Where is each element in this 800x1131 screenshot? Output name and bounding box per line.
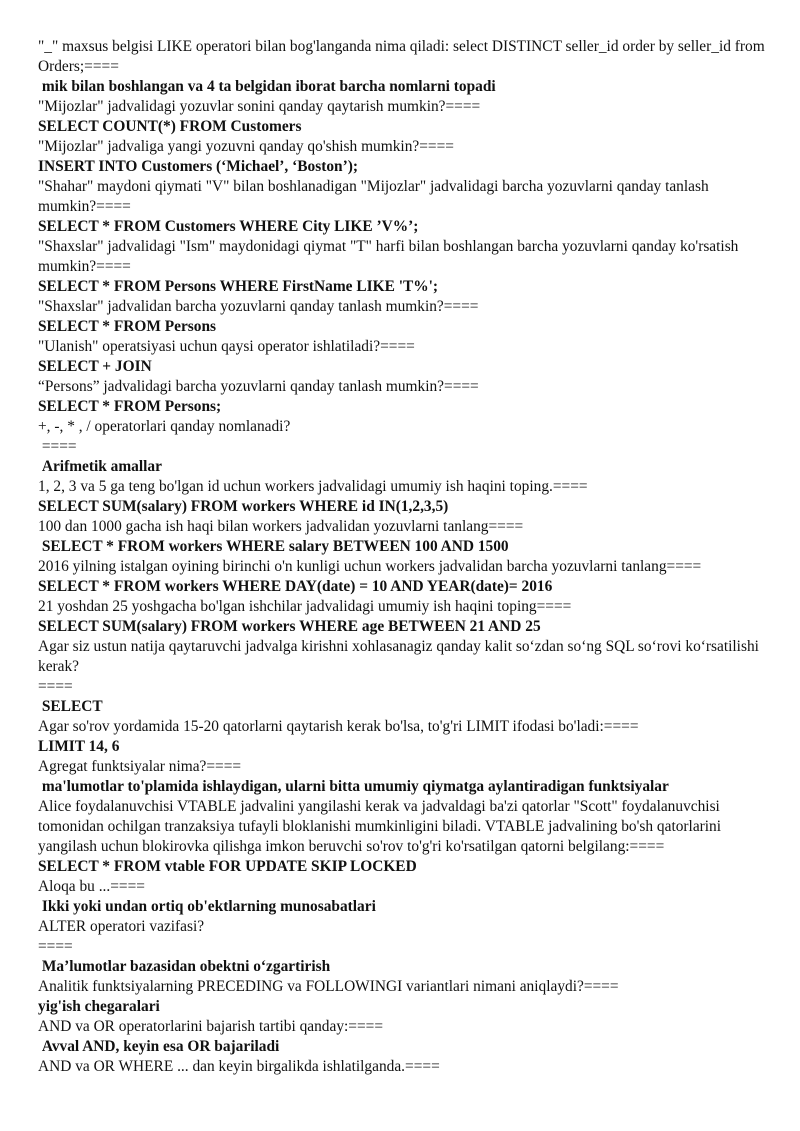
question-line: ====	[38, 438, 77, 455]
question-line: AND va OR WHERE ... dan keyin birgalikda ishlatilganda.====	[38, 1058, 440, 1075]
question-line: +, -, * , / operatorlari qanday nomlanadi?	[38, 418, 291, 435]
question-line: "Shaxslar" jadvalidan barcha yozuvlarni qanday tanlash mumkin?====	[38, 298, 479, 315]
question-line: Analitik funktsiyalarning PRECEDING va FOLLOWINGI variantlari nimani aniqlaydi?====	[38, 978, 619, 995]
answer-line: mik bilan boshlangan va 4 ta belgidan iborat barcha nomlarni topadi	[38, 78, 496, 95]
answer-line: Avval AND, keyin esa OR bajariladi	[38, 1038, 280, 1055]
answer-line: SELECT + JOIN	[38, 358, 152, 375]
question-line: 21 yoshdan 25 yoshgacha bo'lgan ishchilar jadvalidagi umumiy ish haqini toping====	[38, 598, 572, 615]
question-line: ====	[38, 938, 73, 955]
answer-line: SELECT SUM(salary) FROM workers WHERE id IN(1,2,3,5)	[38, 498, 449, 515]
question-line: "Shahar" maydoni qiymati "V" bilan boshlanadigan "Mijozlar" jadvalidagi barcha yozuvlarni qanday tanlash mumkin?====	[38, 178, 713, 215]
answer-line: SELECT COUNT(*) FROM Customers	[38, 118, 302, 135]
question-line: 1, 2, 3 va 5 ga teng bo'lgan id uchun workers jadvalidagi umumiy ish haqini toping.====	[38, 478, 588, 495]
question-line: 2016 yilning istalgan oyining birinchi o'n kunligi uchun workers jadvalidan barcha yozuvlarni tanlang====	[38, 558, 702, 575]
answer-line: SELECT * FROM workers WHERE salary BETWEEN 100 AND 1500	[38, 538, 509, 555]
question-line: ====	[38, 678, 73, 695]
answer-line: ma'lumotlar to'plamida ishlaydigan, ularni bitta umumiy qiymatga aylantiradigan funktsiyalar	[38, 778, 669, 795]
answer-line: SELECT SUM(salary) FROM workers WHERE age BETWEEN 21 AND 25	[38, 618, 541, 635]
answer-line: Ma’lumotlar bazasidan obektni o‘zgartirish	[38, 958, 331, 975]
answer-line: Arifmetik amallar	[38, 458, 162, 475]
question-line: "Mijozlar" jadvaliga yangi yozuvni qanday qo'shish mumkin?====	[38, 138, 454, 155]
question-line: "_" maxsus belgisi LIKE operatori bilan bog'langanda nima qiladi: select DISTINCT seller_id order by seller_id from Orders;====	[38, 38, 769, 75]
answer-line: SELECT * FROM Customers WHERE City LIKE ’V%’;	[38, 218, 419, 235]
answer-line: yig'ish chegaralari	[38, 998, 160, 1015]
answer-line: LIMIT 14, 6	[38, 738, 120, 755]
question-line: "Shaxslar" jadvalidagi "Ism" maydonidagi qiymat "T" harfi bilan boshlangan barcha yozuvlarni qanday ko'rsatish mumkin?====	[38, 238, 743, 275]
question-line: Agregat funktsiyalar nima?====	[38, 758, 242, 775]
answer-line: Ikki yoki undan ortiq ob'ektlarning munosabatlari	[38, 898, 376, 915]
answer-line: SELECT * FROM Persons WHERE FirstName LIKE 'T%';	[38, 278, 439, 295]
question-line: Agar siz ustun natija qaytaruvchi jadvalga kirishni xohlasanagiz qanday kalit so‘zdan so‘ng SQL so‘rovi ko‘rsatilishi kerak?	[38, 638, 763, 675]
answer-line: SELECT * FROM workers WHERE DAY(date) = 10 AND YEAR(date)= 2016	[38, 578, 553, 595]
answer-line: SELECT * FROM Persons	[38, 318, 217, 335]
question-line: ALTER operatori vazifasi?	[38, 918, 205, 935]
question-line: "Ulanish" operatsiyasi uchun qaysi operator ishlatiladi?====	[38, 338, 415, 355]
answer-line: SELECT * FROM Persons;	[38, 398, 222, 415]
question-line: “Persons” jadvalidagi barcha yozuvlarni qanday tanlash mumkin?====	[38, 378, 479, 395]
answer-line: SELECT * FROM vtable FOR UPDATE SKIP LOCKED	[38, 858, 417, 875]
document-page	[38, 37, 768, 1077]
answer-line: INSERT INTO Customers (‘Michael’, ‘Boston’);	[38, 158, 358, 175]
question-line: AND va OR operatorlarini bajarish tartibi qanday:====	[38, 1018, 384, 1035]
answer-line: SELECT	[38, 698, 103, 715]
question-line: 100 dan 1000 gacha ish haqi bilan workers jadvalidan yozuvlarni tanlang====	[38, 518, 524, 535]
question-line: Aloqa bu ...====	[38, 878, 145, 895]
question-line: Alice foydalanuvchisi VTABLE jadvalini yangilashi kerak va jadvaldagi ba'zi qatorlar "Scott" foydalanuvchisi tomonidan ochilgan tranzaksiya tufayli bloklanishi mumkinligini biladi. VTABLE jadvalining bo'sh qatorlarini yangilash uchun blokirovka qilishga imkon beruvchi so'rov to'g'ri ko'rsatilgan qatorni belgilang:====	[38, 798, 725, 855]
question-line: "Mijozlar" jadvalidagi yozuvlar sonini qanday qaytarish mumkin?====	[38, 98, 481, 115]
question-line: Agar so'rov yordamida 15-20 qatorlarni qaytarish kerak bo'lsa, to'g'ri LIMIT ifodasi bo'ladi:====	[38, 718, 639, 735]
